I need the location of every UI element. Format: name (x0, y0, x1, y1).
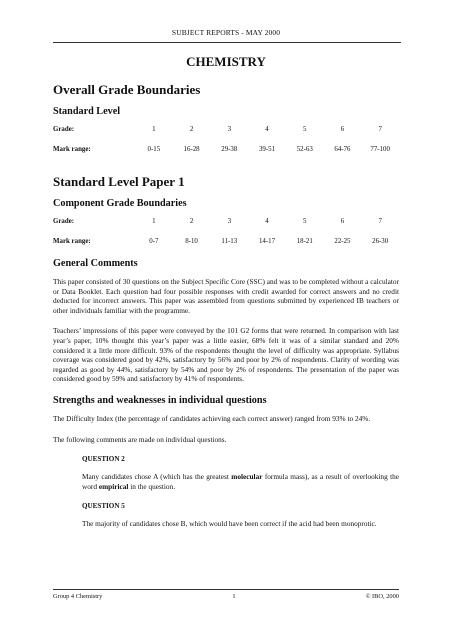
grade-cell: 5 (303, 126, 307, 133)
grade-cell: 2 (189, 126, 194, 133)
overall-heading: Overall Grade Boundaries (53, 82, 201, 97)
q2-bold-term: molecular (231, 472, 263, 482)
q2-text-part: in the question. (128, 481, 176, 491)
grade-cell: 7 (378, 126, 382, 133)
mark-cell: 0-15 (147, 146, 161, 153)
mark-label: Mark range: (53, 146, 91, 153)
mark-cell: 64-76 (334, 146, 351, 153)
grade-cell: 7 (378, 218, 382, 225)
grade-cell: 1 (152, 218, 156, 225)
question-5-text: The majority of candidates chose B, which would have been correct if the acid had been monoprotic. (82, 519, 377, 529)
mark-cell: 8-10 (185, 238, 198, 245)
general-paragraph-2: Teachers’ impressions of this paper were conveyed by the 101 G2 forms that were returned. In comparison with last year’s paper, 10% thought this year’s paper was a little easier, 68% felt it was of a similar standard and 20% considered it a little more difficult. 93% of the respondents thought the level of difficulty was appropriate. Syllabus coverage was considered good by 42%, satisfactory by 56% and poor by 2% of respondents. Clarity of wording was regarded as good by 44%, satisfactory by 54% and poor by 2% of respondents. The presentation of the paper was considered good by 59% and satisfactory by 41% of respondents. (53, 326, 399, 384)
overall-level: Standard Level (53, 106, 121, 117)
mark-cell: 39-51 (258, 146, 276, 153)
paper1-mark-row (53, 237, 399, 246)
grade-label: Grade: (53, 126, 75, 133)
overall-grade-row (53, 125, 399, 134)
mark-cell: 18-21 (296, 238, 313, 245)
grade-cell: 6 (340, 218, 345, 225)
general-heading: General Comments (53, 258, 138, 269)
question-2-text (82, 472, 399, 491)
page-footer (53, 593, 399, 600)
q2-bold-term: empirical (98, 481, 129, 491)
question-5-heading: QUESTION 5 (82, 502, 125, 511)
header-rule (53, 42, 401, 43)
mark-cell: 0-7 (149, 238, 159, 245)
grade-cell: 4 (265, 218, 269, 225)
mark-cell: 16-28 (183, 146, 200, 153)
strengths-paragraph-1: The Difficulty Index (the percentage of candidates achieving each correct answer) ranged from 93% to 24%. (53, 413, 371, 423)
paper1-sub: Component Grade Boundaries (53, 198, 187, 209)
page-title: CHEMISTRY (186, 54, 266, 69)
question-2-heading: QUESTION 2 (82, 455, 125, 464)
grade-cell: 2 (189, 218, 194, 225)
mark-cell: 11-13 (221, 238, 238, 245)
mark-cell: 52-63 (296, 146, 313, 153)
grade-cell: 6 (340, 126, 345, 133)
overall-mark-row (53, 145, 399, 154)
grade-cell: 3 (227, 126, 232, 133)
footer-copyright: © IBO, 2000 (365, 593, 399, 600)
paper1-grade-row (53, 217, 399, 226)
grade-cell: 4 (265, 126, 269, 133)
footer-rule (53, 589, 399, 590)
general-paragraph-1: This paper consisted of 30 questions on the Subject Specific Core (SSC) and was to be completed without a calculator or Data Booklet. Each question had four possible responses with credit awarded for correct answers and no credit deducted for incorrect answers. This paper was assembled from questions submitted by experienced IB teachers or other individuals familiar with the programme. (53, 277, 399, 315)
footer-left: Group 4 Chemistry (53, 593, 103, 600)
grade-cell: 3 (227, 218, 232, 225)
main-content (53, 82, 399, 540)
q2-text-part: Many candidates chose A (which has the greatest (82, 472, 232, 482)
strengths-heading: Strengths and weaknesses in individual questions (53, 394, 267, 406)
grade-cell: 1 (152, 126, 156, 133)
mark-cell: 26-30 (372, 238, 389, 245)
grade-label: Grade: (53, 218, 75, 225)
strengths-paragraph-2: The following comments are made on individual questions. (53, 434, 227, 444)
paper1-heading: Standard Level Paper 1 (53, 174, 185, 189)
mark-label: Mark range: (53, 238, 91, 245)
mark-cell: 14-17 (258, 238, 276, 245)
q2-text-part: formula mass), as a result of overlooking the word (82, 472, 399, 491)
grade-cell: 5 (303, 218, 307, 225)
page-header: SUBJECT REPORTS - MAY 2000 (171, 28, 281, 37)
mark-cell: 22-25 (334, 238, 351, 245)
footer-page-number: 1 (232, 593, 236, 600)
mark-cell: 29-38 (221, 146, 238, 153)
mark-cell: 77-100 (370, 146, 390, 153)
